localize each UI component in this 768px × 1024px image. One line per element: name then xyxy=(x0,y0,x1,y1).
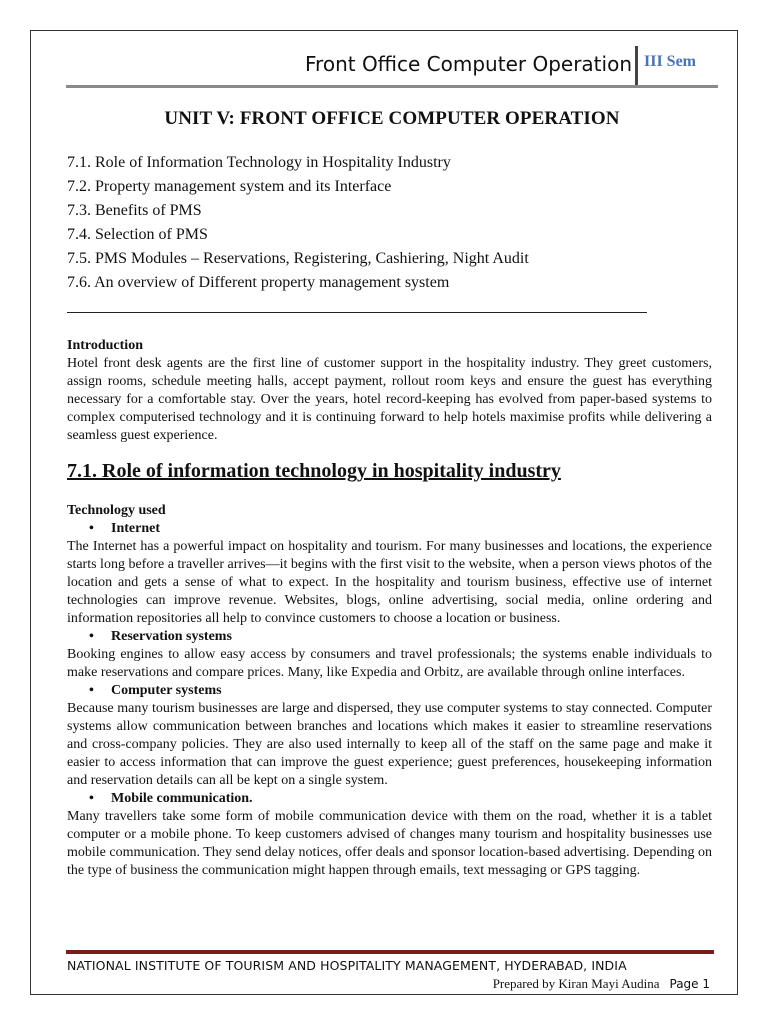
bullet-title: Mobile communication. xyxy=(111,791,253,806)
unit-title: UNIT V: FRONT OFFICE COMPUTER OPERATION xyxy=(164,108,620,129)
page-number: Page 1 xyxy=(669,977,710,991)
header-divider xyxy=(635,46,638,86)
toc-item: 7.5. PMS Modules – Reservations, Registering, Cashiering, Night Audit xyxy=(67,250,529,267)
technology-section xyxy=(67,502,712,880)
footer-institute: NATIONAL INSTITUTE OF TOURISM AND HOSPITALITY MANAGEMENT, HYDERABAD, INDIA xyxy=(67,958,627,973)
footer-rule xyxy=(66,950,714,954)
page-header xyxy=(66,46,718,86)
introduction-heading: Introduction xyxy=(67,338,143,353)
technology-heading: Technology used xyxy=(67,503,166,518)
table-of-contents xyxy=(67,151,529,295)
bullet-item xyxy=(67,520,712,538)
footer-credits xyxy=(493,976,710,992)
bullet-text: Because many tourism businesses are large and dispersed, they use computer systems to stay connected. Computer systems allow communication between branches and locations which makes it easier to streamline reservations and cross-company policies. They are also used internally to keep all of the staff on the same page and make it easier to access information that can improve the guest experience; guest preferences, housekeeping information and reservation details can all be kept on a single system. xyxy=(67,701,712,788)
bullet-item xyxy=(67,682,712,700)
bullet-icon: • xyxy=(89,629,94,644)
prepared-by: Prepared by Kiran Mayi Audina xyxy=(492,976,660,991)
section-heading: 7.1. Role of information technology in hospitality industry xyxy=(67,460,561,482)
bullet-item xyxy=(67,790,712,808)
toc-item: 7.6. An overview of Different property management system xyxy=(67,274,450,291)
semester-label: III Sem xyxy=(644,53,697,70)
bullet-icon: • xyxy=(89,683,94,698)
toc-item: 7.3. Benefits of PMS xyxy=(67,202,202,219)
header-title: Front Office Computer Operation xyxy=(305,52,632,76)
bullet-item xyxy=(67,628,712,646)
bullet-title: Internet xyxy=(111,521,160,536)
bullet-icon: • xyxy=(89,791,94,806)
bullet-text: Booking engines to allow easy access by consumers and travel professionals; the systems enable individuals to make reservations and compare prices. Many, like Expedia and Orbitz, are available through online interfaces. xyxy=(67,647,712,680)
bullet-title: Computer systems xyxy=(111,683,222,698)
header-rule xyxy=(66,85,718,88)
toc-item: 7.2. Property management system and its Interface xyxy=(67,178,392,195)
introduction-section xyxy=(67,337,712,445)
bullet-icon: • xyxy=(89,521,94,536)
bullet-text: The Internet has a powerful impact on hospitality and tourism. For many businesses and locations, the experience starts long before a traveller arrives—it begins with the first visit to the website, when a person views photos of the location and gets a sense of what to expect. In the hospitality and tourism business, effective use of internet technologies can improve revenue. Websites, blogs, online advertising, social media, online ordering and information repositories all help to convince customers to choose a location or business. xyxy=(67,539,713,626)
toc-item: 7.1. Role of Information Technology in Hospitality Industry xyxy=(67,154,451,171)
bullet-text: Many travellers take some form of mobile communication device with them on the road, whether it is a tablet computer or a mobile phone. To keep customers advised of changes many tourism and hospitality businesses use mobile communication. They send delay notices, offer deals and sponsor location-based advertising. Depending on the type of business the communication might happen through emails, text messaging or GPS tagging. xyxy=(67,809,712,878)
toc-underline xyxy=(67,312,647,313)
introduction-text: Hotel front desk agents are the first line of customer support in the hospitality industry. They greet customers, assign rooms, schedule meeting halls, accept payment, rollout room keys and ensure the guest has everything necessary for a comfortable stay. Over the years, hotel record-keeping has evolved from paper-based systems to complex computerised technology and it is continuing forward to help hotels maximise profits while delivering a seamless guest experience. xyxy=(67,356,712,443)
bullet-title: Reservation systems xyxy=(111,629,232,644)
toc-item: 7.4. Selection of PMS xyxy=(67,226,208,243)
